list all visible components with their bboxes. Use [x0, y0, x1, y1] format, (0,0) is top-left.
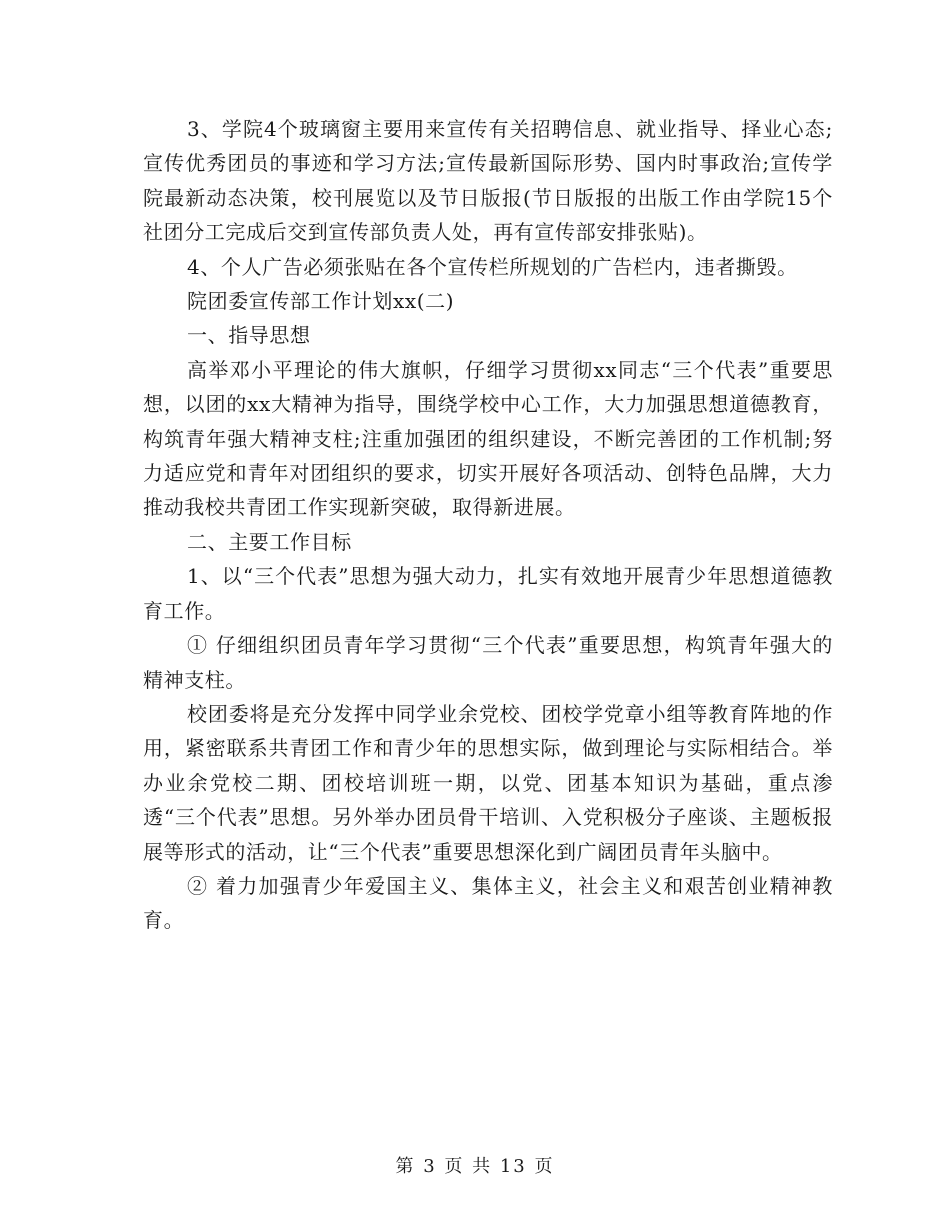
paragraph-guiding-ideology: 高举邓小平理论的伟大旗帜，仔细学习贯彻xx同志“三个代表”重要思想，以团的xx大精神为指导，围绕学校中心工作，大力加强思想道德教育，构筑青年强大精神支柱;注重加强团的组织建设，不断完善团的工作机制;努力适应党和青年对团组织的要求，切实开展好各项活动、创特色品牌，大力推动我校共青团工作实现新突破，取得新进展。: [143, 357, 833, 520]
paragraph-item-one: ① 仔细组织团员青年学习贯彻“三个代表”重要思想，构筑青年强大的精神支柱。: [143, 633, 833, 692]
paragraph-personal-ads: 4、个人广告必须张贴在各个宣传栏所规划的广告栏内，违者撕毁。: [187, 254, 798, 279]
document-body: [143, 112, 833, 938]
heading-main-goals: 二、主要工作目标: [187, 529, 352, 554]
section-title-plan-two: 院团委宣传部工作计划xx(二): [187, 289, 455, 314]
paragraph-publicity-windows: 3、学院4个玻璃窗主要用来宣传有关招聘信息、就业指导、择业心态;宣传优秀团员的事迹和学习方法;宣传最新国际形势、国内时事政治;宣传学院最新动态决策，校刊展览以及节日版报(节日版报的出版工作由学院15个社团分工完成后交到宣传部负责人处，再有宣传部安排张贴)。: [143, 117, 833, 245]
heading-guiding-ideology: 一、指导思想: [187, 323, 311, 348]
paragraph-item-two: ② 着力加强青少年爱国主义、集体主义，社会主义和艰苦创业精神教育。: [143, 873, 833, 933]
paragraph-league-committee: 校团委将是充分发挥中同学业余党校、团校学党章小组等教育阵地的作用，紧密联系共青团工作和青少年的思想实际，做到理论与实际相结合。举办业余党校二期、团校培训班一期，以党、团基本知识为基础，重点渗透“三个代表”思想。另外举办团员骨干培训、入党积极分子座谈、主题板报展等形式的活动，让“三个代表”重要思想深化到广阔团员青年头脑中。: [143, 701, 833, 864]
page-footer: 第 3 页 共 13 页: [395, 1156, 555, 1177]
paragraph-goal-one: 1、以“三个代表”思想为强大动力，扎实有效地开展青少年思想道德教育工作。: [143, 564, 833, 623]
